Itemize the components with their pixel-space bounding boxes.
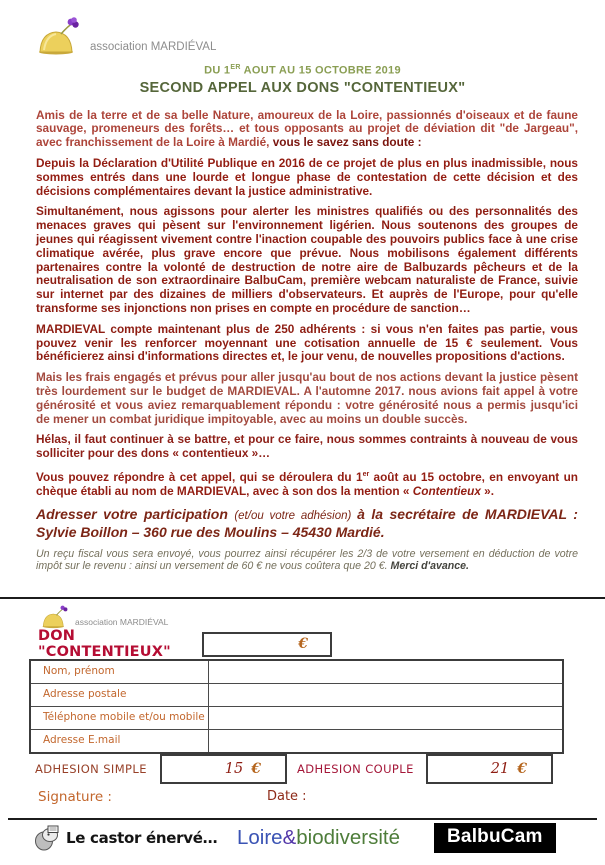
paragraph-helas: Hélas, il faut continuer à se battre, et pour ce faire, nous sommes contraints à nouveau de vous solliciter pour des dons « contentieux »… [36,432,578,461]
footer-divider [8,818,597,820]
euro-sign: € [251,761,261,777]
castor-logo [34,824,217,851]
table-row [31,729,562,752]
paragraph-recu-fiscal [36,548,578,573]
euro-sign: € [298,636,308,652]
paragraph-adherents: MARDIEVAL compte maintenant plus de 250 adhérents : si vous n'en faites pas partie, vous pouvez venir les renforcer moyennant une cotisation annuelle de 15 € seulement. Vous bénéficierez ainsi d'informations directes et, le jour venu, de nouvelles propositions d'actions. [36,321,578,364]
flower-dome-icon [38,16,86,56]
table-row [31,683,562,706]
nom-prenom-field[interactable] [209,661,562,683]
table-row [31,661,562,683]
field-label-adresse-postale: Adresse postale [31,684,209,706]
biodiversite-word: biodiversité [296,826,400,849]
p1-text: Amis de la terre et de sa belle Nature, amoureux de la Loire, passionnés d'oiseaux et de faune sauvage, promeneurs des forêts… et tous opposants au projet de déviation dit "de Jargeau", avec franchissement de la Loire à Mardié, [36,107,578,150]
don-contentieux-label: DON "CONTENTIEUX" [38,628,171,660]
castor-title: Le castor énervé… [66,828,218,847]
footer-logos [0,822,605,858]
adhesion-couple-amount: 21 [490,761,510,777]
date-post: AOUT AU 15 OCTOBRE 2019 [240,64,401,77]
p9-merci: Merci d'avance. [390,560,469,573]
don-amount-field[interactable] [202,632,332,657]
date-superscript: ER [230,64,241,71]
email-field[interactable] [209,730,562,752]
flower-dome-icon-small [42,604,72,629]
paragraph-budget: Mais les frais engagés et prévus pour aller jusqu'au bout de nos actions devant la justice pèsent très lourdement sur le budget de MARDIEVAL. A l'automne 2017. nous avions fait appel à votre générosité et vous aviez remarquablement répondu : votre générosité nous a permis jusqu'ici de mener un combat juridique impitoyable, avec au moins un double succès. [36,370,578,426]
page-title: SECOND APPEL AUX DONS "CONTENTIEUX" [139,79,466,96]
p9-text: Un reçu fiscal vous sera envoyé, vous pourrez ainsi récupérer les 2/3 de votre versement en déduction de votre impôt sur le revenu : ainsi un versement de 60 € ne vous coûtera que 20 €. [36,547,578,573]
adhesion-row [35,754,553,784]
paragraph-intro [36,109,578,150]
adresse-postale-field[interactable] [209,684,562,706]
field-label-nom-prenom: Nom, prénom [31,661,209,683]
association-name: association MARDIÉVAL [90,41,217,53]
field-label-email: Adresse E.mail [31,730,209,752]
date-pre: DU 1 [204,64,231,77]
p1-emphasis: vous le savez sans doute : [272,135,422,150]
date-label: Date : [266,789,307,804]
table-row [31,706,562,729]
p7-text-mid: août au 15 octobre, en envoyant un chèque établi au nom de MARDIEVAL, avec à son dos la mention « [36,469,578,498]
adhesion-couple-amount-box [426,754,553,784]
balbucam-logo: BalbuCam [434,823,556,853]
telephone-field[interactable] [209,707,562,729]
section-divider [0,597,605,599]
signature-label: Signature : [38,789,112,805]
beaver-icon [34,824,61,851]
letter-body [0,109,605,573]
association-name-small: association MARDIÉVAL [75,617,169,627]
campaign-date-range [0,64,605,77]
adhesion-simple-amount: 15 [224,761,244,777]
p8-bold-start: Adresser votre participation [36,505,235,522]
mardieval-logo [38,14,605,56]
paragraph-declaration-utilite-publique: Depuis la Déclaration d'Utilité Publique en 2016 de ce projet de plus en plus inadmissible, nous sommes entrés dans une lourde et longue phase de contestation de cette décision et des décisions complémentaires devant la justice administrative. [36,156,578,198]
p8-parenthetical: (et/ou votre adhésion) [234,509,358,522]
p7-text-end: ». [480,483,495,498]
signature-date-row [38,789,307,805]
paragraph-actions: Simultanément, nous agissons pour alerter les ministres qualifiés ou des personnalités des menaces graves qui pèsent sur l'environnement ligérien. Nous soutenons des groupes de jeunes qui réagissent vivement contre l'inaction coupable des pouvoirs publics face à une crise climatique avérée, plus grave encore que prévue. Nous mobilisons également différents partenaires contre la volonté de destruction de notre aire de Balbuzards pêcheurs et de la neutralisation de son extraordinaire BalbuCam, première webcam naturaliste de France, suivie sur internet par des dizaines de milliers d'observateurs. Et auprès de l'Europe, pour qu'elle transforme ses injonctions non prises en compte en procédure de sanction… [36,204,578,316]
loire-word: Loire [237,826,283,849]
contact-form-table [29,659,564,754]
p8-bold-end: à la secrétaire de MARDIEVAL : Sylvie Boillon – 360 rue des Moulins – 45430 Mardié. [36,505,578,540]
adhesion-couple-label: ADHESION COUPLE [297,762,414,776]
euro-sign: € [517,761,527,777]
ampersand: & [282,826,297,849]
loire-biodiversite-logo [237,826,400,850]
field-label-telephone: Téléphone mobile et/ou mobile [31,707,209,729]
adhesion-simple-amount-box [160,754,287,784]
p7-text-start: Vous pouvez répondre à cet appel, qui se déroulera du 1 [36,469,363,484]
p7-superscript: er [362,470,370,478]
paragraph-repondre [36,468,578,499]
paragraph-adresser [36,506,578,541]
mardieval-logo-small [42,603,168,629]
don-row [38,628,332,660]
p7-contentieux-italic: Contentieux [412,483,481,498]
adhesion-simple-label: ADHESION SIMPLE [35,762,147,776]
